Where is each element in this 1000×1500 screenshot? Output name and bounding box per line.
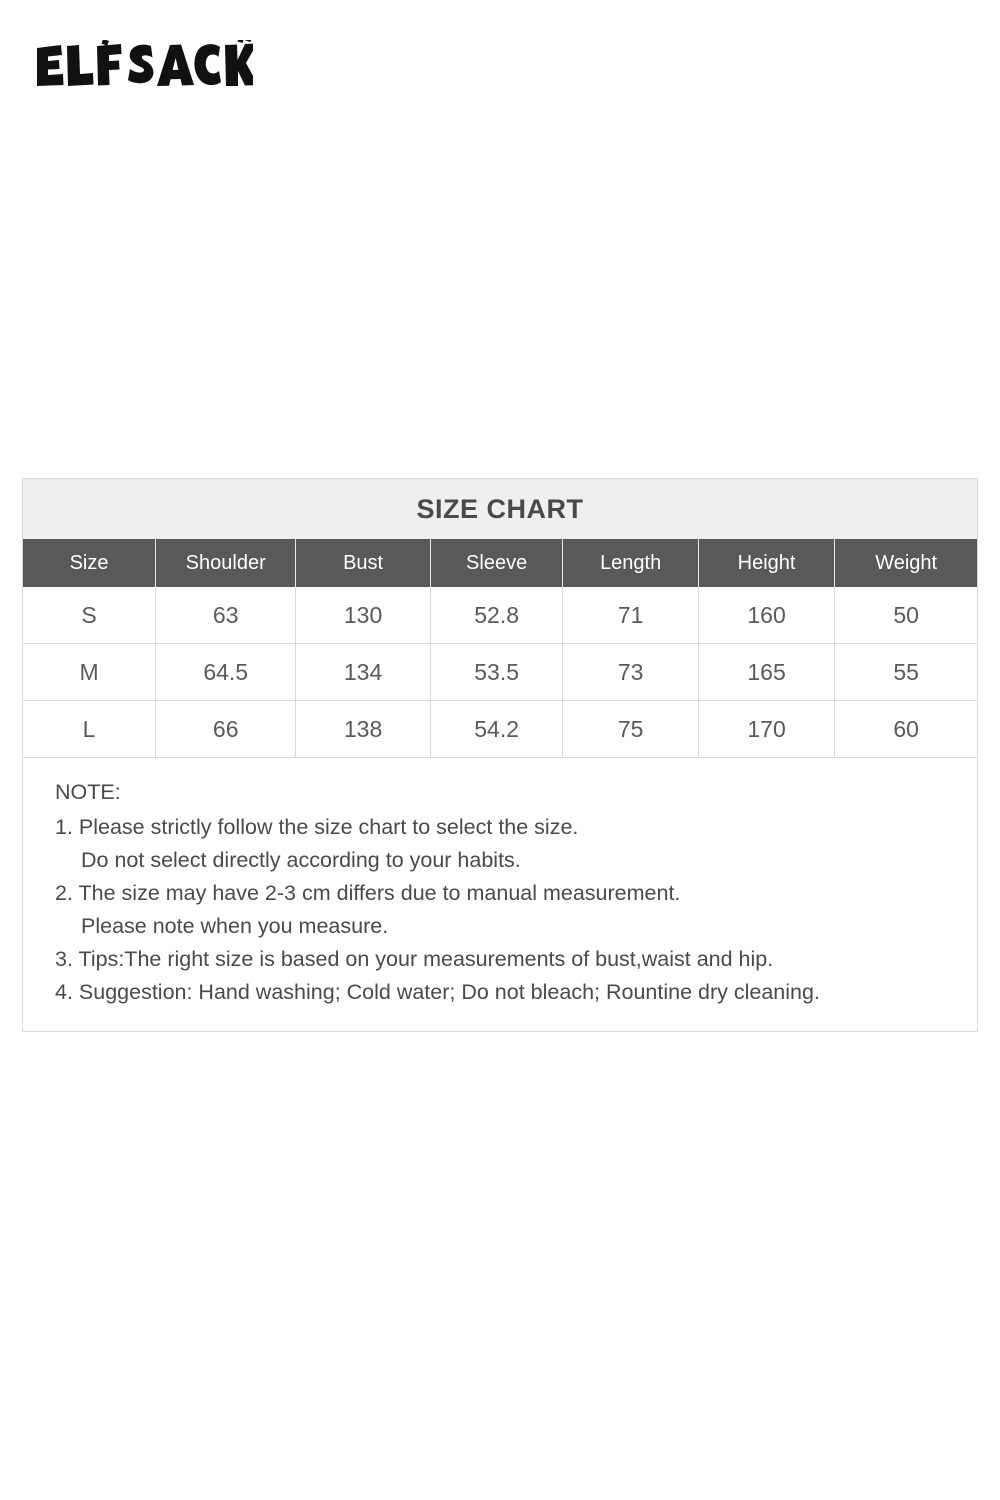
cell-sleeve: 53.5	[430, 644, 563, 701]
column-header-length: Length	[563, 539, 698, 587]
cell-weight: 50	[835, 587, 977, 644]
table-row	[23, 701, 977, 758]
cell-height: 165	[698, 644, 834, 701]
cell-height: 170	[698, 701, 834, 758]
cell-weight: 60	[835, 701, 977, 758]
size-chart-card	[22, 478, 978, 1032]
cell-size: L	[23, 701, 156, 758]
note-line-1: 1. Please strictly follow the size chart to select the size.	[55, 815, 579, 839]
note-line-3: 3. Tips:The right size is based on your measurements of bust,waist and hip.	[55, 947, 774, 971]
cell-bust: 134	[296, 644, 431, 701]
column-header-size: Size	[23, 539, 156, 587]
note-line-2-sub: Please note when you measure.	[81, 914, 389, 938]
cell-sleeve: 54.2	[430, 701, 563, 758]
column-header-sleeve: Sleeve	[430, 539, 563, 587]
size-chart-table	[23, 539, 977, 758]
cell-height: 160	[698, 587, 834, 644]
cell-weight: 55	[835, 644, 977, 701]
cell-shoulder: 63	[156, 587, 296, 644]
cell-length: 75	[563, 701, 698, 758]
cell-size: S	[23, 587, 156, 644]
table-row	[23, 587, 977, 644]
table-header-row	[23, 539, 977, 587]
notes-heading: NOTE:	[55, 780, 121, 804]
cell-bust: 138	[296, 701, 431, 758]
column-header-bust: Bust	[296, 539, 431, 587]
note-line-4: 4. Suggestion: Hand washing; Cold water; Do not bleach; Rountine dry cleaning.	[55, 980, 820, 1004]
cell-length: 71	[563, 587, 698, 644]
size-chart-title: SIZE CHART	[23, 479, 977, 539]
elfsack-wordmark-logo	[33, 40, 253, 100]
size-chart-notes	[23, 758, 977, 1031]
brand-logo	[33, 40, 253, 100]
cell-length: 73	[563, 644, 698, 701]
cell-bust: 130	[296, 587, 431, 644]
cell-shoulder: 64.5	[156, 644, 296, 701]
note-line-1-sub: Do not select directly according to your habits.	[81, 848, 521, 872]
cell-sleeve: 52.8	[430, 587, 563, 644]
table-row	[23, 644, 977, 701]
column-header-height: Height	[698, 539, 834, 587]
column-header-weight: Weight	[835, 539, 977, 587]
note-line-2: 2. The size may have 2-3 cm differs due to manual measurement.	[55, 881, 681, 905]
column-header-shoulder: Shoulder	[156, 539, 296, 587]
cell-shoulder: 66	[156, 701, 296, 758]
cell-size: M	[23, 644, 156, 701]
